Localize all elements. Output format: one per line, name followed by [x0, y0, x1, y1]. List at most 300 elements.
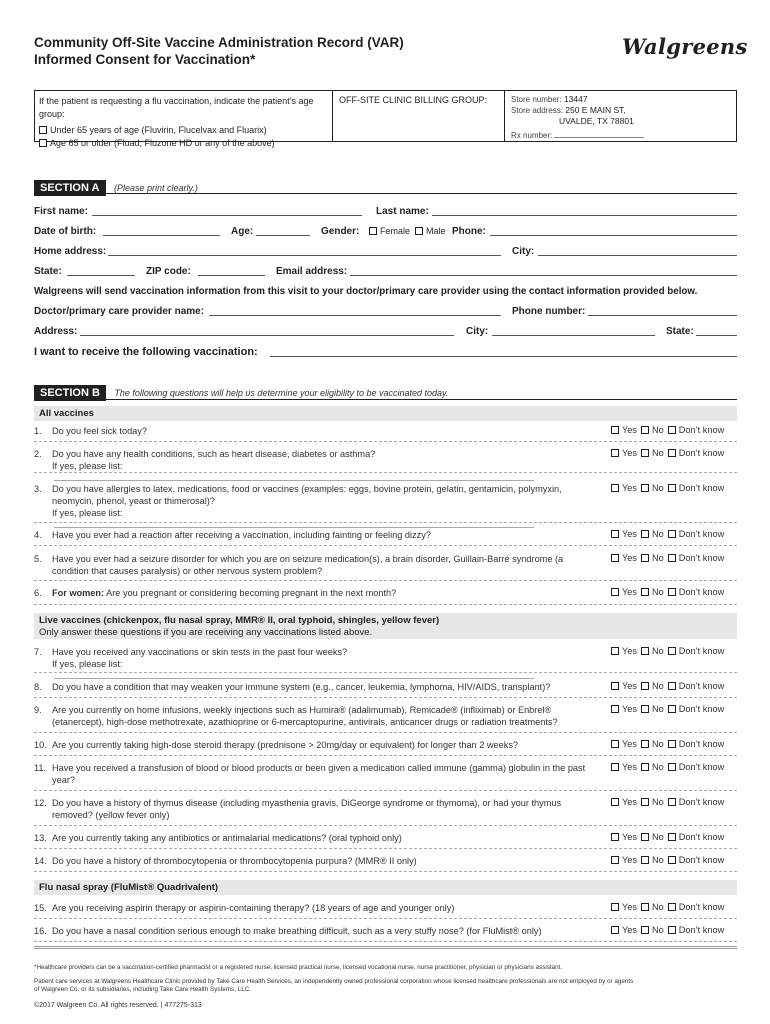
- answer-checkbox[interactable]: [611, 554, 619, 562]
- question-divider: [34, 580, 737, 581]
- question-text: Do you have any health conditions, such as heart disease, diabetes or asthma?: [52, 449, 376, 459]
- footer-note-1: *Healthcare providers can be a vaccination-certified pharmacist or a registered nurse, licensed practical nurse, licensed vocational nurse, nurse practitioner, physician or physicians assistant.: [34, 964, 563, 971]
- state-field[interactable]: [67, 275, 135, 276]
- answer-options: [611, 425, 728, 435]
- question-list-prompt: [52, 507, 600, 531]
- question-number: 9.: [34, 705, 42, 715]
- answer-checkbox[interactable]: [641, 588, 649, 596]
- answer-option[interactable]: [668, 529, 724, 539]
- city-label: City:: [512, 246, 535, 257]
- question-divider: [34, 848, 737, 849]
- question-text-block: [52, 762, 600, 786]
- answer-option[interactable]: [611, 681, 637, 691]
- answer-options: [611, 553, 728, 563]
- answer-checkbox[interactable]: [668, 926, 676, 934]
- section-b-label: SECTION B: [34, 385, 106, 401]
- answer-option[interactable]: [611, 797, 637, 807]
- answer-options: [611, 681, 728, 691]
- answer-checkbox[interactable]: [611, 740, 619, 748]
- question-divider: [34, 697, 737, 698]
- answer-option[interactable]: [668, 448, 724, 458]
- question-2: [34, 448, 604, 484]
- zip-field[interactable]: [198, 275, 265, 276]
- answer-checkbox[interactable]: [668, 740, 676, 748]
- section-a-note: (Please print clearly.): [113, 183, 198, 193]
- answer-option[interactable]: [611, 739, 637, 749]
- answer-option[interactable]: [641, 739, 664, 749]
- answer-label: Yes: [622, 739, 637, 749]
- answer-checkbox[interactable]: [641, 682, 649, 690]
- answer-label: Don’t know: [678, 797, 725, 807]
- answer-option[interactable]: [641, 681, 664, 691]
- answer-checkbox[interactable]: [668, 682, 676, 690]
- answer-option[interactable]: [668, 553, 724, 563]
- answer-option[interactable]: [611, 483, 637, 493]
- vaccination-request-field[interactable]: [270, 356, 737, 357]
- female-label: Female: [380, 226, 411, 236]
- answer-label: Don’t know: [678, 855, 725, 865]
- answer-checkbox[interactable]: [641, 449, 649, 457]
- answer-label: No: [652, 855, 664, 865]
- question-divider: [34, 825, 737, 826]
- if-yes-label: If yes, please list:: [52, 659, 123, 669]
- answer-option[interactable]: [641, 425, 664, 435]
- male-checkbox[interactable]: [415, 227, 423, 235]
- answer-checkbox[interactable]: [641, 763, 649, 771]
- answer-label: Don’t know: [678, 529, 725, 539]
- answer-label: No: [652, 448, 664, 458]
- question-14: [34, 855, 604, 867]
- question-text-block: [52, 832, 600, 844]
- question-text: Have you received a transfusion of blood or blood products or been given a medication called immune (gamma) globulin in the past year?: [52, 763, 586, 785]
- answer-option[interactable]: [611, 925, 637, 935]
- doctor-address-label: Address:: [34, 326, 78, 337]
- email-field[interactable]: [350, 275, 737, 276]
- doctor-state-field[interactable]: [696, 335, 737, 336]
- answer-option[interactable]: [668, 646, 724, 656]
- if-yes-label: If yes, please list:: [52, 508, 123, 518]
- question-11: [34, 762, 604, 786]
- question-text-block: [52, 448, 600, 484]
- answer-options: [611, 448, 728, 458]
- answer-checkbox[interactable]: [668, 705, 676, 713]
- question-13: [34, 832, 604, 844]
- dob-label: Date of birth:: [34, 226, 97, 237]
- age-over65-checkbox[interactable]: [39, 139, 47, 147]
- question-text: Do you have allergies to latex, medications, food or vaccines (examples: eggs, bovine protein, gelatin, gentamicin, polymyxin, neomycin, phenol, yeast or thimerosal)?: [52, 484, 562, 506]
- answer-options: [611, 587, 728, 597]
- answer-checkbox[interactable]: [641, 426, 649, 434]
- answer-checkbox[interactable]: [641, 705, 649, 713]
- answer-checkbox[interactable]: [641, 554, 649, 562]
- question-10: [34, 739, 604, 751]
- question-text-block: [52, 855, 600, 867]
- answer-label: No: [652, 681, 664, 691]
- question-text: Do you have a condition that may weaken your immune system (e.g., cancer, leukemia, lymphoma, HIV/AIDS, transplant)?: [52, 682, 551, 692]
- answer-checkbox[interactable]: [611, 426, 619, 434]
- answer-options: [611, 762, 728, 772]
- answer-option[interactable]: [668, 483, 724, 493]
- question-divider: [34, 441, 737, 442]
- question-number: 12.: [34, 798, 47, 808]
- city-field[interactable]: [538, 255, 737, 256]
- answer-checkbox[interactable]: [611, 856, 619, 864]
- answer-option[interactable]: [641, 529, 664, 539]
- dob-field[interactable]: [103, 235, 220, 236]
- answer-label: Yes: [622, 646, 637, 656]
- answer-option[interactable]: [668, 925, 724, 935]
- answer-options: [611, 704, 728, 714]
- answer-label: No: [652, 483, 664, 493]
- answer-option[interactable]: [611, 553, 637, 563]
- answer-checkbox[interactable]: [611, 833, 619, 841]
- question-number: 4.: [34, 530, 42, 540]
- answer-label: Don’t know: [678, 587, 725, 597]
- answer-options: [611, 832, 728, 842]
- zip-label: ZIP code:: [146, 266, 191, 277]
- question-text: Do you have a history of thymus disease (including myasthenia gravis, DiGeorge syndrome or thymoma), or had your thymus removed? (yellow fever only): [52, 798, 562, 820]
- answer-label: No: [652, 704, 664, 714]
- answer-label: Yes: [622, 448, 637, 458]
- question-number: 2.: [34, 449, 42, 459]
- answer-checkbox[interactable]: [641, 740, 649, 748]
- answer-checkbox[interactable]: [641, 926, 649, 934]
- answer-option[interactable]: [668, 425, 724, 435]
- section-a-rule: [34, 193, 737, 194]
- answer-label: Yes: [622, 587, 637, 597]
- answer-checkbox[interactable]: [668, 763, 676, 771]
- if-yes-field[interactable]: [54, 472, 534, 481]
- doctor-address-field[interactable]: [80, 335, 454, 336]
- question-number: 10.: [34, 740, 47, 750]
- answer-checkbox[interactable]: [611, 449, 619, 457]
- answer-checkbox[interactable]: [641, 856, 649, 864]
- first-name-label: First name:: [34, 206, 88, 217]
- question-text-block: [52, 529, 600, 541]
- question-divider: [34, 790, 737, 791]
- answer-checkbox[interactable]: [641, 833, 649, 841]
- answer-label: Yes: [622, 704, 637, 714]
- all-vaccines-header: All vaccines: [34, 406, 737, 421]
- question-text-block: [52, 587, 600, 599]
- phone-label: Phone:: [452, 226, 486, 237]
- answer-label: No: [652, 925, 664, 935]
- answer-checkbox[interactable]: [611, 926, 619, 934]
- age-field[interactable]: [256, 235, 310, 236]
- answer-label: Don’t know: [678, 681, 725, 691]
- age-over65-label: Age 65 or older (Fluad, Fluzone HD or any of the above): [50, 138, 275, 148]
- section-a-label: SECTION A: [34, 180, 106, 196]
- question-16: [34, 925, 604, 937]
- question-divider: [34, 522, 737, 523]
- walgreens-logo: Walgreens: [622, 34, 748, 59]
- question-text: Are you currently taking high-dose steroid therapy (prednisone > 20mg/day or equivalent) for longer than 2 weeks?: [52, 740, 519, 750]
- answer-option[interactable]: [668, 832, 724, 842]
- answer-options: [611, 646, 728, 656]
- doctor-phone-field[interactable]: [588, 315, 737, 316]
- rx-number-label: Rx number:: [511, 131, 553, 140]
- answer-option[interactable]: [641, 587, 664, 597]
- question-3: [34, 483, 604, 531]
- answer-checkbox[interactable]: [641, 530, 649, 538]
- answer-checkbox[interactable]: [641, 903, 649, 911]
- answer-label: Yes: [622, 855, 637, 865]
- answer-label: Yes: [622, 553, 637, 563]
- answer-option[interactable]: [611, 425, 637, 435]
- answer-option[interactable]: [641, 553, 664, 563]
- answer-checkbox[interactable]: [611, 798, 619, 806]
- answer-option[interactable]: [641, 704, 664, 714]
- answer-option[interactable]: [668, 902, 724, 912]
- answer-checkbox[interactable]: [668, 903, 676, 911]
- question-divider: [34, 755, 737, 756]
- store-number-value: 13447: [563, 94, 588, 104]
- answer-option[interactable]: [668, 762, 724, 772]
- answer-options: [611, 739, 728, 749]
- answer-label: No: [652, 587, 664, 597]
- answer-label: No: [652, 529, 664, 539]
- answer-checkbox[interactable]: [668, 798, 676, 806]
- answer-label: Don’t know: [678, 832, 725, 842]
- answer-option[interactable]: [641, 483, 664, 493]
- live-vaccines-note: Only answer these questions if you are receiving any vaccinations listed above.: [39, 627, 373, 638]
- answer-option[interactable]: [641, 832, 664, 842]
- question-text-block: [52, 739, 600, 751]
- question-number: 7.: [34, 647, 42, 657]
- answer-label: No: [652, 739, 664, 749]
- question-text: Are you receiving aspirin therapy or aspirin-containing therapy? (18 years of age and younger only): [52, 903, 455, 913]
- answer-label: Yes: [622, 529, 637, 539]
- question-text-block: [52, 925, 600, 937]
- footer-note-3: of Walgreen Co. or its subsidiaries, including Take Care Health Systems, LLC.: [34, 986, 251, 993]
- home-address-field[interactable]: [108, 255, 501, 256]
- billing-group-box[interactable]: [333, 90, 505, 142]
- question-text: Do you have a nasal condition serious enough to make breathing difficult, such as a very stuffy nose? (for FluMist® only): [52, 926, 542, 936]
- question-7: [34, 646, 604, 682]
- doctor-city-field[interactable]: [492, 335, 655, 336]
- answer-label: Yes: [622, 832, 637, 842]
- answer-label: Don’t know: [678, 425, 725, 435]
- question-text-block: [52, 704, 600, 728]
- answer-checkbox[interactable]: [641, 484, 649, 492]
- answer-label: No: [652, 646, 664, 656]
- question-divider: [34, 918, 737, 919]
- question-text: Are you currently taking any antibiotics or antimalarial medications? (oral typhoid only): [52, 833, 402, 843]
- doctor-name-field[interactable]: [209, 315, 501, 316]
- female-checkbox[interactable]: [369, 227, 377, 235]
- question-8: [34, 681, 604, 693]
- answer-label: Don’t know: [678, 483, 725, 493]
- answer-checkbox[interactable]: [668, 530, 676, 538]
- question-number: 13.: [34, 833, 47, 843]
- answer-label: No: [652, 902, 664, 912]
- answer-option[interactable]: [611, 832, 637, 842]
- question-text: Have you received any vaccinations or skin tests in the past four weeks?: [52, 647, 348, 657]
- answer-label: Don’t know: [678, 902, 725, 912]
- flumist-header: Flu nasal spray (FluMist® Quadrivalent): [34, 880, 737, 895]
- question-12: [34, 797, 604, 821]
- section-b-note: The following questions will help us determine your eligibility to be vaccinated today.: [114, 388, 449, 398]
- answer-label: No: [652, 553, 664, 563]
- question-divider: [34, 672, 737, 673]
- doctor-name-label: Doctor/primary care provider name:: [34, 306, 205, 317]
- answer-label: Yes: [622, 762, 637, 772]
- answer-label: Don’t know: [678, 925, 725, 935]
- doctor-state-label: State:: [666, 326, 694, 337]
- answer-label: No: [652, 425, 664, 435]
- doctor-city-label: City:: [466, 326, 489, 337]
- question-number: 1.: [34, 426, 42, 436]
- last-name-field[interactable]: [432, 215, 737, 216]
- answer-option[interactable]: [611, 704, 637, 714]
- title-line-1: Community Off-Site Vaccine Administration Record (VAR): [34, 35, 404, 50]
- answer-option[interactable]: [611, 646, 637, 656]
- store-address-line2: UVALDE, TX 78801: [559, 116, 634, 126]
- question-number: 6.: [34, 588, 42, 598]
- answer-option[interactable]: [641, 448, 664, 458]
- answer-option[interactable]: [641, 646, 664, 656]
- question-text: Do you feel sick today?: [52, 426, 147, 436]
- answer-checkbox[interactable]: [611, 705, 619, 713]
- answer-label: Don’t know: [678, 762, 725, 772]
- answer-options: [611, 855, 728, 865]
- answer-checkbox[interactable]: [641, 798, 649, 806]
- question-number: 11.: [34, 763, 47, 773]
- answer-checkbox[interactable]: [668, 554, 676, 562]
- answer-options: [611, 925, 728, 935]
- answer-options: [611, 797, 728, 807]
- question-number: 5.: [34, 554, 42, 564]
- question-list-prompt: [52, 658, 600, 682]
- question-text: Are you currently on home infusions, weekly injections such as Humira® (adalimumab), Remicade® (infliximab) or Enbrel® (etanercept), high-dose methotrexate, azathioprine or 6-mercaptopurine, antivirals, anticancer drugs or radiation treatments?: [52, 705, 558, 727]
- answer-option[interactable]: [668, 855, 724, 865]
- answer-option[interactable]: [668, 681, 724, 691]
- answer-checkbox[interactable]: [668, 833, 676, 841]
- copyright: ©2017 Walgreen Co. All rights reserved. | 477275-313: [34, 1002, 202, 1009]
- answer-checkbox[interactable]: [668, 449, 676, 457]
- answer-checkbox[interactable]: [611, 903, 619, 911]
- answer-option[interactable]: [611, 529, 637, 539]
- answer-checkbox[interactable]: [668, 856, 676, 864]
- answer-label: Yes: [622, 681, 637, 691]
- question-number: 3.: [34, 484, 42, 494]
- age-under65-label: Under 65 years of age (Fluvirin, Flucelvax and Fluarix): [50, 125, 267, 135]
- question-text-block: [52, 483, 600, 531]
- question-text-block: [52, 553, 600, 577]
- store-number-label: Store number:: [511, 95, 562, 104]
- gender-male-option[interactable]: [415, 226, 446, 236]
- answer-options: [611, 902, 728, 912]
- answer-checkbox[interactable]: [611, 682, 619, 690]
- answer-label: Yes: [622, 797, 637, 807]
- answer-option[interactable]: [611, 762, 637, 772]
- footer-note-2: Patient care services at Walgreens Healthcare Clinic provided by Take Care Health Services, an independently owned professional corporation whose licensed healthcare professionals are not employed by or agents: [34, 978, 634, 985]
- answer-label: Don’t know: [678, 739, 725, 749]
- answer-label: Yes: [622, 902, 637, 912]
- billing-group-label: OFF-SITE CLINIC BILLING GROUP:: [339, 95, 488, 105]
- answer-option[interactable]: [611, 902, 637, 912]
- rx-number-field[interactable]: [554, 137, 644, 138]
- answer-option[interactable]: [668, 797, 724, 807]
- question-6: [34, 587, 604, 599]
- answer-option[interactable]: [611, 587, 637, 597]
- answer-label: Don’t know: [678, 553, 725, 563]
- home-address-label: Home address:: [34, 246, 107, 257]
- form-title: [34, 34, 404, 68]
- question-number: 15.: [34, 903, 47, 913]
- answer-checkbox[interactable]: [668, 588, 676, 596]
- question-number: 14.: [34, 856, 47, 866]
- phone-field[interactable]: [490, 235, 737, 236]
- question-divider: [34, 732, 737, 733]
- question-text-block: [52, 425, 600, 437]
- answer-option[interactable]: [611, 448, 637, 458]
- first-name-field[interactable]: [92, 215, 362, 216]
- question-text-block: [52, 902, 600, 914]
- age-under65-checkbox[interactable]: [39, 126, 47, 134]
- answer-option[interactable]: [641, 925, 664, 935]
- age-prompt: If the patient is requesting a flu vaccination, indicate the patient’s age group:: [39, 96, 314, 119]
- answer-option[interactable]: [668, 704, 724, 714]
- answer-checkbox[interactable]: [611, 484, 619, 492]
- question-15: [34, 902, 604, 914]
- answer-label: No: [652, 832, 664, 842]
- store-address-label: Store address:: [511, 106, 564, 115]
- answer-checkbox[interactable]: [611, 763, 619, 771]
- answer-checkbox[interactable]: [611, 647, 619, 655]
- answer-option[interactable]: [668, 587, 724, 597]
- answer-checkbox[interactable]: [668, 484, 676, 492]
- question-9: [34, 704, 604, 728]
- answer-option[interactable]: [641, 762, 664, 772]
- answer-label: No: [652, 797, 664, 807]
- question-number: 16.: [34, 926, 47, 936]
- gender-label: Gender:: [321, 226, 360, 237]
- if-yes-field[interactable]: [54, 519, 534, 528]
- answer-label: Yes: [622, 483, 637, 493]
- age-label: Age:: [231, 226, 254, 237]
- live-vaccines-title: Live vaccines (chickenpox, flu nasal spray, MMR® II, oral typhoid, shingles, yellow fever): [39, 615, 440, 626]
- answer-option[interactable]: [668, 739, 724, 749]
- question-4: [34, 529, 604, 541]
- provider-notice: Walgreens will send vaccination information from this visit to your doctor/primary care provider using the contact information provided below.: [34, 286, 698, 297]
- answer-checkbox[interactable]: [611, 530, 619, 538]
- answer-label: Don’t know: [678, 704, 725, 714]
- answer-checkbox[interactable]: [611, 588, 619, 596]
- section-b-rule: [34, 399, 737, 400]
- answer-option[interactable]: [611, 855, 637, 865]
- answer-option[interactable]: [641, 797, 664, 807]
- vaccination-request-label: I want to receive the following vaccination:: [34, 346, 258, 358]
- last-name-label: Last name:: [376, 206, 429, 217]
- question-number: 8.: [34, 682, 42, 692]
- answer-options: [611, 483, 728, 493]
- question-text: Are you pregnant or considering becoming pregnant in the next month?: [106, 588, 397, 598]
- answer-option[interactable]: [641, 855, 664, 865]
- answer-label: No: [652, 762, 664, 772]
- answer-option[interactable]: [641, 902, 664, 912]
- if-yes-label: If yes, please list:: [52, 461, 123, 471]
- answer-checkbox[interactable]: [641, 647, 649, 655]
- answer-checkbox[interactable]: [668, 647, 676, 655]
- question-text: Have you ever had a reaction after receiving a vaccination, including fainting or feeling dizzy?: [52, 530, 431, 540]
- gender-female-option[interactable]: [369, 226, 410, 236]
- answer-checkbox[interactable]: [668, 426, 676, 434]
- question-text-block: [52, 797, 600, 821]
- question-divider: [34, 545, 737, 546]
- answer-label: Yes: [622, 425, 637, 435]
- question-divider: [34, 604, 737, 605]
